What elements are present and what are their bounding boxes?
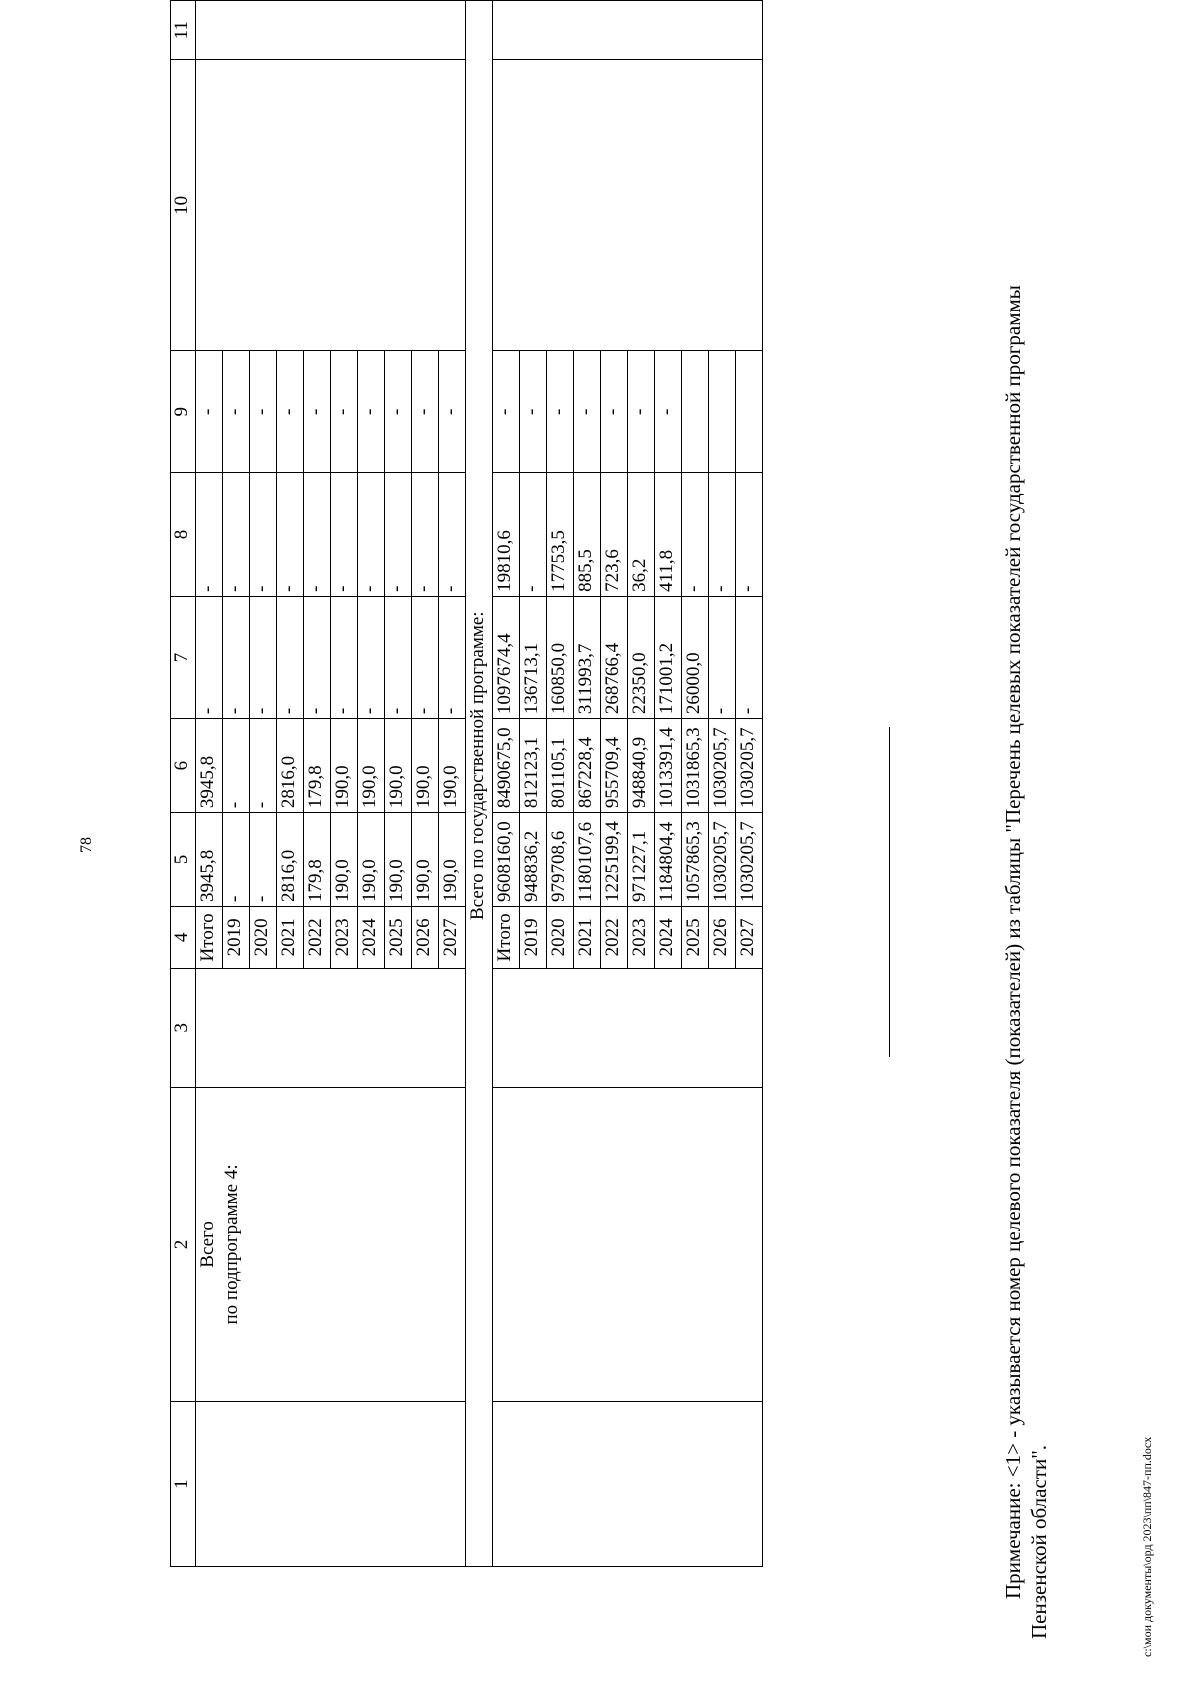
column-number: 8 (171, 473, 196, 597)
value-cell: 36,2 (628, 473, 655, 597)
value-cell: 723,6 (601, 473, 628, 597)
period-cell: 2020 (250, 906, 277, 968)
column-1-cell (196, 1402, 466, 1567)
value-cell: 17753,5 (547, 473, 574, 597)
value-cell: - (358, 596, 385, 718)
value-cell: - (439, 596, 466, 718)
value-cell: 1184804,4 (655, 813, 682, 907)
value-cell: - (439, 473, 466, 597)
column-10-cell (196, 60, 466, 351)
value-cell: 179,8 (304, 813, 331, 907)
page-number: 78 (78, 837, 95, 853)
value-cell: - (277, 596, 304, 718)
period-cell: 2024 (358, 906, 385, 968)
value-cell: - (196, 596, 223, 718)
value-cell: 801105,1 (547, 719, 574, 813)
value-cell: 9608160,0 (493, 813, 520, 907)
value-cell: - (709, 473, 736, 597)
value-cell: 2816,0 (277, 719, 304, 813)
footnote-line-1: Примечание: <1> - указывается номер целевого показателя (показателей) из таблицы "Перечень целевых показателей государственной программы (1001, 285, 1025, 1599)
period-cell: 2021 (277, 906, 304, 968)
row-group-label-line: по подпрограмме 4: (221, 1164, 242, 1325)
period-cell: 2024 (655, 906, 682, 968)
column-number: 9 (171, 351, 196, 473)
period-cell: 2026 (412, 906, 439, 968)
value-cell: 311993,7 (574, 596, 601, 718)
value-cell: - (385, 473, 412, 597)
value-cell: 1057865,3 (682, 813, 709, 907)
value-cell: 1030205,7 (709, 813, 736, 907)
period-cell: 2019 (223, 906, 250, 968)
column-3-cell (196, 968, 466, 1087)
row-group-label (196, 1087, 466, 1402)
value-cell: - (358, 473, 385, 597)
value-cell: - (412, 351, 439, 473)
value-cell: - (682, 473, 709, 597)
value-cell: 160850,0 (547, 596, 574, 718)
row-group-label (493, 1087, 763, 1402)
period-cell: 2022 (601, 906, 628, 968)
value-cell: - (736, 473, 763, 597)
value-cell: 190,0 (412, 719, 439, 813)
value-cell: 190,0 (412, 813, 439, 907)
value-cell: 190,0 (439, 719, 466, 813)
value-cell: - (250, 813, 277, 907)
value-cell: - (331, 351, 358, 473)
column-number: 10 (171, 60, 196, 351)
footnote (1000, 79, 1052, 1639)
value-cell: - (223, 351, 250, 473)
value-cell: 1030205,7 (736, 719, 763, 813)
period-cell: 2025 (682, 906, 709, 968)
value-cell: - (331, 596, 358, 718)
value-cell: 190,0 (439, 813, 466, 907)
value-cell: 1180107,6 (574, 813, 601, 907)
value-cell: - (250, 596, 277, 718)
table-row (493, 1, 520, 1567)
value-cell: 955709,4 (601, 719, 628, 813)
column-number: 5 (171, 813, 196, 907)
column-number: 11 (171, 1, 196, 60)
value-cell: - (412, 473, 439, 597)
value-cell: - (574, 351, 601, 473)
value-cell (682, 351, 709, 473)
value-cell: 411,8 (655, 473, 682, 597)
period-cell: 2020 (547, 906, 574, 968)
value-cell: 190,0 (385, 813, 412, 907)
section-title: Всего по государственной программе: (466, 1, 493, 1567)
value-cell: 1031865,3 (682, 719, 709, 813)
value-cell: - (196, 473, 223, 597)
value-cell: 1097674,4 (493, 596, 520, 718)
value-cell: 19810,6 (493, 473, 520, 597)
value-cell: 26000,0 (682, 596, 709, 718)
value-cell: - (331, 473, 358, 597)
value-cell: 190,0 (331, 719, 358, 813)
value-cell: - (736, 596, 763, 718)
value-cell: 1225199,4 (601, 813, 628, 907)
table-row (196, 1, 223, 1567)
value-cell: 190,0 (385, 719, 412, 813)
value-cell: 22350,0 (628, 596, 655, 718)
period-cell: Итого (493, 906, 520, 968)
value-cell: - (223, 473, 250, 597)
value-cell: 1030205,7 (709, 719, 736, 813)
period-cell: 2022 (304, 906, 331, 968)
value-cell: - (601, 351, 628, 473)
column-3-cell (493, 968, 763, 1087)
value-cell: 948840,9 (628, 719, 655, 813)
value-cell (736, 351, 763, 473)
value-cell: - (277, 473, 304, 597)
value-cell: 190,0 (358, 719, 385, 813)
column-number: 3 (171, 968, 196, 1087)
column-number: 4 (171, 906, 196, 968)
column-11-cell (196, 1, 466, 60)
value-cell: 171001,2 (655, 596, 682, 718)
period-cell: 2027 (736, 906, 763, 968)
value-cell: - (547, 351, 574, 473)
value-cell: - (709, 596, 736, 718)
value-cell: 812123,1 (520, 719, 547, 813)
value-cell: - (250, 351, 277, 473)
period-cell: 2023 (628, 906, 655, 968)
column-number: 2 (171, 1087, 196, 1402)
section-title-row (466, 1, 493, 1567)
value-cell: - (304, 351, 331, 473)
period-cell: 2027 (439, 906, 466, 968)
value-cell: 1030205,7 (736, 813, 763, 907)
column-10-cell (493, 60, 763, 351)
period-cell: 2019 (520, 906, 547, 968)
value-cell: 971227,1 (628, 813, 655, 907)
value-cell: 268766,4 (601, 596, 628, 718)
period-cell: 2021 (574, 906, 601, 968)
value-cell: - (304, 473, 331, 597)
table-body (171, 1, 763, 1567)
value-cell: - (304, 596, 331, 718)
value-cell: - (439, 351, 466, 473)
value-cell: - (412, 596, 439, 718)
value-cell: - (223, 719, 250, 813)
period-cell: 2026 (709, 906, 736, 968)
column-11-cell (493, 1, 763, 60)
column-number-row (171, 1, 196, 1567)
value-cell: - (358, 351, 385, 473)
row-group-label-line: Всего (197, 1221, 218, 1268)
value-cell: 8490675,0 (493, 719, 520, 813)
value-cell: - (655, 351, 682, 473)
value-cell: 867228,4 (574, 719, 601, 813)
value-cell: 190,0 (358, 813, 385, 907)
value-cell: 3945,8 (196, 813, 223, 907)
value-cell: 948836,2 (520, 813, 547, 907)
value-cell: - (277, 351, 304, 473)
value-cell: - (223, 596, 250, 718)
footnote-line-2: Пензенской области". (1027, 1444, 1051, 1639)
value-cell (709, 351, 736, 473)
value-cell: - (223, 813, 250, 907)
value-cell: 979708,6 (547, 813, 574, 907)
value-cell: - (250, 719, 277, 813)
period-cell: Итого (196, 906, 223, 968)
value-cell: 3945,8 (196, 719, 223, 813)
period-cell: 2023 (331, 906, 358, 968)
value-cell: - (385, 351, 412, 473)
value-cell: - (493, 351, 520, 473)
value-cell: - (628, 351, 655, 473)
value-cell: 885,5 (574, 473, 601, 597)
column-1-cell (493, 1402, 763, 1567)
value-cell: 179,8 (304, 719, 331, 813)
separator-line (889, 727, 890, 1057)
value-cell: - (250, 473, 277, 597)
value-cell: - (196, 351, 223, 473)
value-cell: 190,0 (331, 813, 358, 907)
value-cell: - (385, 596, 412, 718)
value-cell: 2816,0 (277, 813, 304, 907)
value-cell: 1013391,4 (655, 719, 682, 813)
value-cell: - (520, 351, 547, 473)
column-number: 1 (171, 1402, 196, 1567)
value-cell: 136713,1 (520, 596, 547, 718)
column-number: 7 (171, 596, 196, 718)
period-cell: 2025 (385, 906, 412, 968)
budget-table (170, 0, 763, 1567)
file-path: c:\мои документы\орд 2023\пп\847-пп.docx (1140, 1436, 1154, 1657)
column-number: 6 (171, 719, 196, 813)
value-cell: - (520, 473, 547, 597)
